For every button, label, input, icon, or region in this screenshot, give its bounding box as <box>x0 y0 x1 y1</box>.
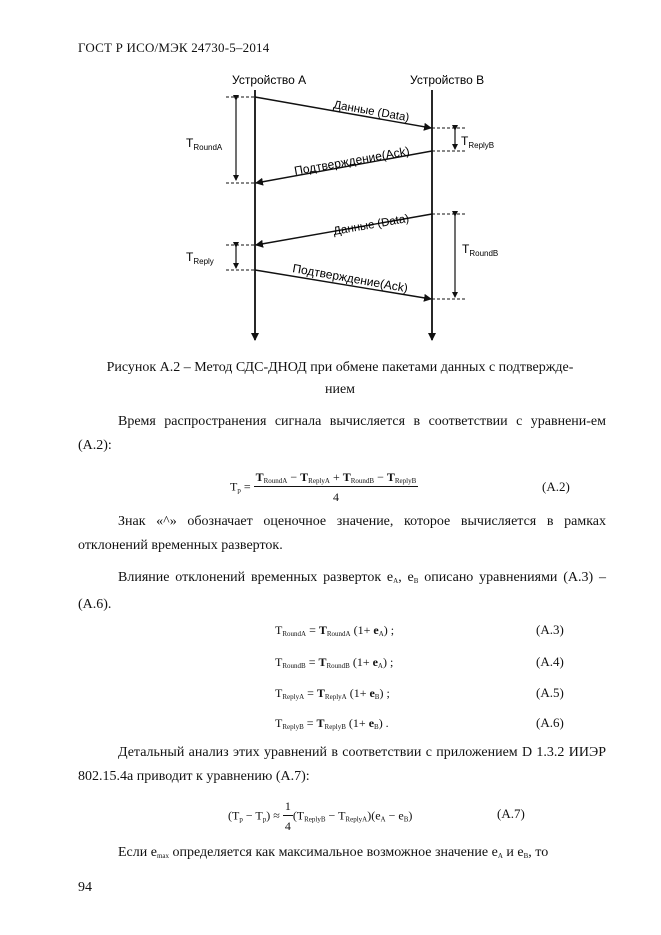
equation-part: = <box>306 716 314 730</box>
equation-a7: $(T_p - T_p)$ ≈ $\frac{1}{4}$ $(T_{ReplyB} - T_{ReplyA})(e_A - e_B)$ <box>228 799 413 833</box>
equation-part: ReplyB <box>282 723 304 731</box>
equation-part: T <box>318 623 327 637</box>
equation-part: ) ; <box>382 655 394 669</box>
equation-part: T <box>275 623 283 637</box>
equation-number: (А.6) <box>536 715 564 730</box>
equation-row <box>275 655 393 670</box>
equation-part: A <box>377 662 383 670</box>
equation-part: ReplyB <box>324 723 346 731</box>
equation-part: A <box>378 630 384 638</box>
equation-part: RoundA <box>282 630 307 638</box>
equation-part: T <box>275 716 283 730</box>
equation-part: = <box>308 655 316 669</box>
equation-part: B <box>374 693 380 701</box>
equation-part: T <box>318 655 327 669</box>
equation-part: (1+ <box>348 716 366 730</box>
equation-part: B <box>374 723 379 731</box>
label-t-reply-b: $T_{ReplyB}$ <box>461 134 495 150</box>
message-ack-1-label: Подтверждение(Ack) <box>293 143 411 178</box>
equation-part: e <box>369 686 375 700</box>
paragraph-hat-sign: Знак «^» обозначает оценочное значение, которое вычисляется в рамках отклонений временных разверток. <box>78 514 606 553</box>
equation-part: (1+ <box>352 655 370 669</box>
equation-part: e <box>368 716 375 730</box>
equation-part: = <box>309 623 316 637</box>
equation-number: (А.5) <box>536 685 564 700</box>
equation-part: (1+ <box>353 623 371 637</box>
label-t-reply: $T_{Reply}$ <box>186 250 214 266</box>
interval-arrows <box>236 100 455 297</box>
page-number: 94 <box>78 880 92 895</box>
equation-a7-number: (А.7) <box>497 806 525 821</box>
sequence-diagram <box>0 0 661 350</box>
equation-part: ) ; <box>383 623 395 637</box>
paragraph-propagation: Время распространения сигнала вычисляется в соответствии с уравнени-ем (А.2): <box>78 414 606 453</box>
message-ack-2-label: Подтверждение(Ack) <box>291 261 409 296</box>
equation-part: = <box>307 686 314 700</box>
label-t-round-a: $T_{RoundA}$ <box>186 136 223 152</box>
equation-part: (1+ <box>349 686 367 700</box>
equation-a2-number: (А.2) <box>542 479 570 494</box>
figure-caption: Рисунок А.2 – Метод СДС-ДНОД при обмене пакетами данных с подтвержде- нием <box>106 360 574 397</box>
device-b-label: Устройство B <box>410 73 485 87</box>
equation-number: (А.4) <box>536 654 564 669</box>
equation-part: ReplyA <box>282 693 305 701</box>
paragraph-analysis: Детальный анализ этих уравнений в соответствии с приложением D 1.3.2 ИИЭР 802.15.4а приводит к уравнению (А.7): <box>78 745 606 784</box>
equation-row <box>275 716 389 731</box>
equation-part: T <box>316 686 325 700</box>
equation-part: e <box>373 623 379 637</box>
equation-part: ReplyA <box>324 693 347 701</box>
equation-part: RoundA <box>326 630 351 638</box>
equation-part: RoundB <box>326 662 350 670</box>
message-data-1-label: Данные (Data) <box>332 99 411 125</box>
equation-part: T <box>316 716 325 730</box>
label-t-round-b: $T_{RoundB}$ <box>462 242 499 258</box>
paragraph-emax: Если $e_{max}$ определяется как максимальное возможное значение $e_A$ и $e_B$, то <box>118 845 549 860</box>
device-a-label: Устройство A <box>232 73 307 87</box>
equation-number: (А.3) <box>536 622 564 637</box>
equation-row <box>275 686 390 701</box>
paragraph-deviation: Влияние отклонений временных разверток $e_A$, $e_B$ описано уравнениями (А.3) – (А.6). <box>78 570 606 612</box>
equation-part: T <box>275 655 283 669</box>
equation-part: ) ; <box>379 686 390 700</box>
equation-a2: $T_p$ = $T_{RoundA} - T_{ReplyA} + T_{RoundB} - T_{ReplyB}$ 4 <box>230 470 417 504</box>
equation-part: RoundB <box>282 662 306 670</box>
document-header: ГОСТ Р ИСО/МЭК 24730-5–2014 <box>78 40 270 55</box>
equation-part: e <box>372 655 378 669</box>
equation-part: T <box>275 686 283 700</box>
message-data-2-label: Данные (Data) <box>332 212 411 238</box>
equation-part: ) . <box>378 716 389 730</box>
equation-row <box>275 623 394 638</box>
